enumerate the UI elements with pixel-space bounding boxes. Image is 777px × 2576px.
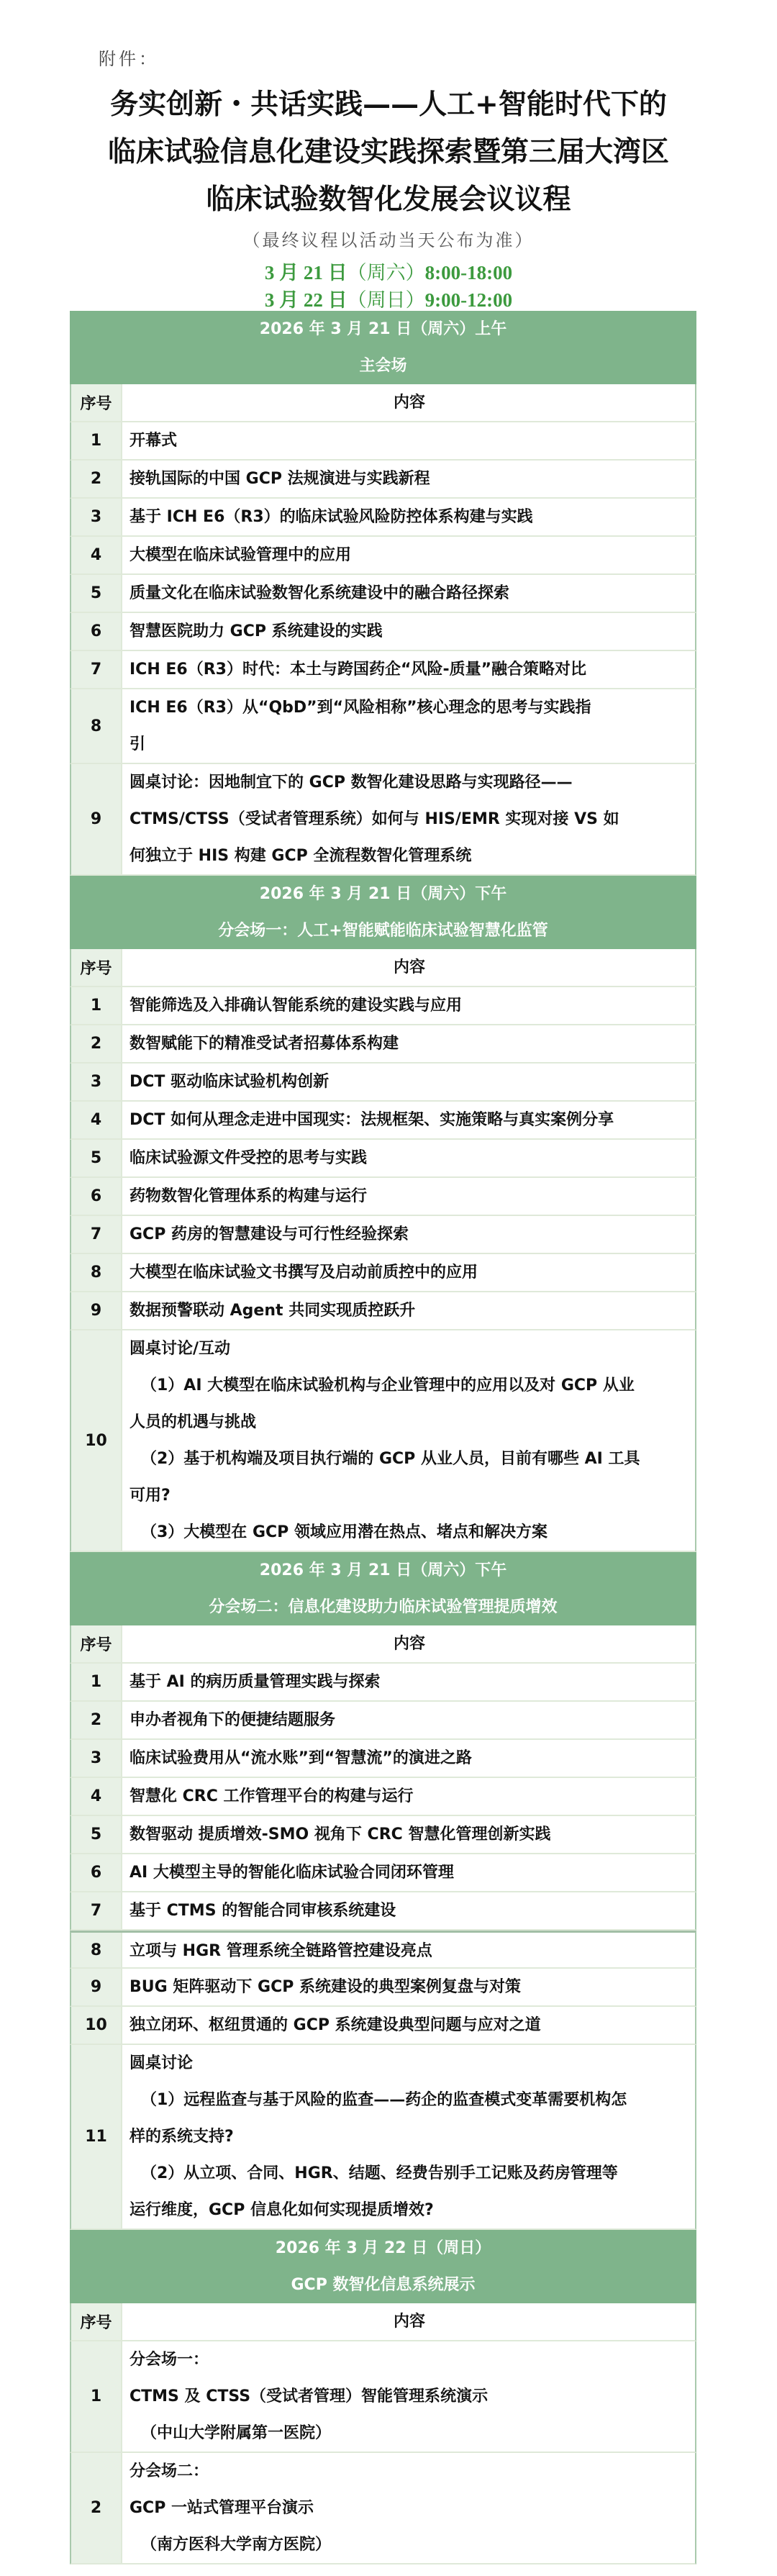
content-line: GCP 一站式管理平台演示 — [130, 2499, 314, 2517]
table-row — [70, 1063, 696, 1102]
row-number: 8 — [71, 1254, 122, 1291]
page-title — [0, 81, 777, 223]
column-header-number: 序号 — [71, 384, 122, 421]
section-venue: 主会场 — [359, 357, 407, 375]
content-line: 样的系统支持? — [130, 2128, 234, 2146]
row-content — [122, 613, 695, 650]
content-line: 数智驱动 提质增效-SMO 视角下 CRC 智慧化管理创新实践 — [130, 1826, 551, 1843]
table-row — [70, 1216, 696, 1254]
table-row — [70, 461, 696, 499]
row-content — [122, 499, 695, 535]
content-line: 药物数智化管理体系的构建与运行 — [130, 1187, 368, 1205]
row-number: 3 — [71, 499, 122, 535]
table-row — [70, 1664, 696, 1702]
row-number: 7 — [71, 1216, 122, 1253]
section-date: 2026 年 3 月 22 日（周日） — [275, 2239, 491, 2257]
table-row — [70, 1102, 696, 1140]
table-row — [70, 1854, 696, 1892]
column-header-content: 内容 — [122, 2303, 695, 2340]
row-number: 8 — [71, 1933, 122, 1967]
section-venue: 分会场一：人工+智能赋能临床试验智慧化监管 — [218, 922, 548, 940]
content-line: 何独立于 HIS 构建 GCP 全流程数智化管理系统 — [130, 847, 472, 865]
content-line: 圆桌讨论/互动 — [130, 1340, 231, 1358]
content-line: 申办者视角下的便捷结题服务 — [130, 1711, 336, 1729]
content-line: （3）大模型在 GCP 领域应用潜在热点、堵点和解决方案 — [141, 1523, 547, 1541]
content-line: 质量文化在临床试验数智化系统建设中的融合路径探索 — [130, 584, 510, 602]
column-header-content: 内容 — [122, 384, 695, 421]
row-content — [122, 1702, 695, 1738]
table-row — [70, 1892, 696, 1931]
title-line-2: 临床试验信息化建设实践探索暨第三届大湾区 — [107, 135, 669, 168]
table-row — [70, 2453, 696, 2564]
schedule-time: 9:00-12:00 — [424, 289, 513, 311]
content-line: 圆桌讨论：因地制宜下的 GCP 数智化建设思路与实现路径—— — [130, 774, 573, 792]
schedule-summary — [0, 259, 777, 314]
title-line-1: 务实创新・共话实践——人工+智能时代下的 — [110, 88, 667, 121]
row-number: 1 — [71, 2341, 122, 2452]
row-number: 11 — [71, 2045, 122, 2228]
table-row — [70, 575, 696, 613]
row-content — [122, 764, 695, 874]
row-number: 2 — [71, 1702, 122, 1738]
content-line: 人员的机遇与挑战 — [130, 1413, 257, 1431]
table-row — [70, 987, 696, 1025]
content-line: 圆桌讨论 — [130, 2054, 194, 2072]
schedule-date: 3 月 21 日 — [264, 262, 347, 284]
content-line: 智慧化 CRC 工作管理平台的构建与运行 — [130, 1787, 414, 1805]
content-line: 临床试验源文件受控的思考与实践 — [130, 1149, 368, 1167]
row-content — [122, 987, 695, 1024]
row-number: 7 — [71, 651, 122, 688]
schedule-time: 8:00-18:00 — [424, 262, 513, 284]
section-venue: 分会场二：信息化建设助力临床试验管理提质增效 — [209, 1598, 558, 1616]
row-number: 1 — [71, 422, 122, 459]
row-content — [122, 1102, 695, 1138]
agenda-table — [70, 311, 696, 2564]
table-row — [70, 1025, 696, 1063]
table-row — [70, 764, 696, 876]
row-content — [122, 1254, 695, 1291]
schedule-date: 3 月 22 日 — [264, 289, 347, 311]
row-content — [122, 1140, 695, 1176]
column-header-number: 序号 — [71, 2303, 122, 2340]
table-row — [70, 1702, 696, 1740]
content-line: DCT 如何从理念走进中国现实：法规框架、实施策略与真实案例分享 — [130, 1111, 614, 1129]
content-line: 分会场二： — [130, 2462, 209, 2480]
section-header — [70, 876, 696, 949]
content-line: 大模型在临床试验文书撰写及启动前质控中的应用 — [130, 1264, 478, 1282]
table-row — [70, 689, 696, 764]
table-row — [70, 1969, 696, 2007]
row-content — [122, 461, 695, 497]
table-row — [70, 422, 696, 461]
row-content — [122, 689, 695, 763]
row-number: 6 — [71, 1178, 122, 1215]
column-header-content: 内容 — [122, 949, 695, 986]
row-number: 5 — [71, 1140, 122, 1176]
table-row — [70, 1816, 696, 1854]
content-line: CTMS/CTSS（受试者管理系统）如何与 HIS/EMR 实现对接 VS 如 — [130, 810, 619, 828]
schedule-day-1 — [0, 259, 777, 286]
table-row — [70, 537, 696, 575]
row-number: 1 — [71, 1664, 122, 1700]
table-row — [70, 651, 696, 689]
table-row — [70, 1330, 696, 1552]
content-line: 基于 CTMS 的智能合同审核系统建设 — [130, 1902, 396, 1920]
row-content — [122, 1969, 695, 2005]
row-number: 2 — [71, 1025, 122, 1062]
content-line: 基于 ICH E6（R3）的临床试验风险防控体系构建与实践 — [130, 508, 533, 526]
row-content — [122, 1178, 695, 1215]
section-date: 2026 年 3 月 21 日（周六）下午 — [259, 885, 507, 903]
schedule-weekday: （周六） — [347, 262, 425, 284]
column-header-number: 序号 — [71, 949, 122, 986]
agenda-disclaimer: （最终议程以活动当天公布为准） — [242, 230, 535, 250]
row-number: 5 — [71, 575, 122, 612]
content-line: 数据预警联动 Agent 共同实现质控跃升 — [130, 1302, 416, 1320]
row-number: 4 — [71, 537, 122, 573]
row-number: 2 — [71, 461, 122, 497]
content-line: 数智赋能下的精准受试者招募体系构建 — [130, 1035, 399, 1053]
content-line: （1）远程监查与基于风险的监查——药企的监查模式变革需要机构怎 — [141, 2091, 627, 2109]
schedule-weekday: （周日） — [347, 289, 425, 311]
table-row — [70, 2045, 696, 2230]
row-content — [122, 1933, 695, 1967]
section-date: 2026 年 3 月 21 日（周六）下午 — [259, 1561, 507, 1579]
content-line: （中山大学附属第一医院） — [141, 2424, 332, 2442]
row-number: 3 — [71, 1063, 122, 1100]
section-header — [70, 2230, 696, 2303]
row-content — [122, 1292, 695, 1329]
section-venue: GCP 数智化信息系统展示 — [291, 2276, 476, 2294]
row-number: 1 — [71, 987, 122, 1024]
content-line: 智慧医院助力 GCP 系统建设的实践 — [130, 622, 383, 640]
row-content — [122, 1216, 695, 1253]
row-content — [122, 651, 695, 688]
row-number: 5 — [71, 1816, 122, 1853]
table-row — [70, 499, 696, 537]
content-line: DCT 驱动临床试验机构创新 — [130, 1073, 330, 1091]
table-row — [70, 1778, 696, 1816]
table-row — [70, 1178, 696, 1216]
content-line: 临床试验费用从“流水账”到“智慧流”的演进之路 — [130, 1749, 472, 1767]
row-content — [122, 575, 695, 612]
content-line: 引 — [130, 735, 146, 753]
content-line: 分会场一： — [130, 2351, 209, 2369]
row-number: 7 — [71, 1892, 122, 1929]
content-line: 开幕式 — [130, 432, 178, 450]
row-content — [122, 1664, 695, 1700]
section-header — [70, 1552, 696, 1625]
table-header-row — [70, 1625, 696, 1664]
content-line: BUG 矩阵驱动下 GCP 系统建设的典型案例复盘与对策 — [130, 1978, 521, 1996]
content-line: 智能筛选及入排确认智能系统的建设实践与应用 — [130, 997, 463, 1015]
row-number: 9 — [71, 1969, 122, 2005]
row-number: 6 — [71, 1854, 122, 1891]
schedule-day-2 — [0, 286, 777, 314]
table-header-row — [70, 384, 696, 422]
row-content — [122, 422, 695, 459]
row-content — [122, 1892, 695, 1929]
row-number: 3 — [71, 1740, 122, 1777]
content-line: （2）从立项、合同、HGR、结题、经费告别手工记账及药房管理等 — [141, 2164, 618, 2182]
content-line: （2）基于机构端及项目执行端的 GCP 从业人员，目前有哪些 AI 工具 — [141, 1450, 640, 1468]
table-header-row — [70, 949, 696, 987]
row-content — [122, 2453, 695, 2563]
row-number: 2 — [71, 2453, 122, 2563]
title-line-3: 临床试验数智化发展会议议程 — [206, 183, 571, 216]
table-row — [70, 2007, 696, 2045]
table-row — [70, 2341, 696, 2453]
row-number: 4 — [71, 1102, 122, 1138]
row-content — [122, 1063, 695, 1100]
row-content — [122, 2007, 695, 2044]
row-number: 4 — [71, 1778, 122, 1815]
row-content — [122, 1025, 695, 1062]
content-line: ICH E6（R3）从“QbD”到“风险相称”核心理念的思考与实践指 — [130, 699, 591, 717]
section-date: 2026 年 3 月 21 日（周六）上午 — [259, 320, 507, 338]
row-number: 9 — [71, 1292, 122, 1329]
content-line: （1）AI 大模型在临床试验机构与企业管理中的应用以及对 GCP 从业 — [141, 1377, 635, 1394]
table-row — [70, 1254, 696, 1292]
attachment-label: 附件： — [99, 49, 159, 69]
column-header-content: 内容 — [122, 1625, 695, 1662]
row-content — [122, 2341, 695, 2452]
row-content — [122, 2045, 695, 2228]
content-line: AI 大模型主导的智能化临床试验合同闭环管理 — [130, 1864, 454, 1882]
content-line: （南方医科大学南方医院） — [141, 2536, 332, 2554]
row-content — [122, 1854, 695, 1891]
content-line: CTMS 及 CTSS（受试者管理）智能管理系统演示 — [130, 2387, 489, 2405]
content-line: 可用? — [130, 1487, 171, 1505]
row-number: 10 — [71, 1330, 122, 1551]
table-row — [70, 1292, 696, 1330]
content-line: 独立闭环、枢纽贯通的 GCP 系统建设典型问题与应对之道 — [130, 2016, 541, 2034]
row-content — [122, 537, 695, 573]
content-line: ICH E6（R3）时代：本土与跨国药企“风险-质量”融合策略对比 — [130, 661, 587, 679]
content-line: 基于 AI 的病历质量管理实践与探索 — [130, 1673, 381, 1691]
content-line: 立项与 HGR 管理系统全链路管控建设亮点 — [130, 1942, 432, 1960]
table-row — [70, 1931, 696, 1969]
row-content — [122, 1816, 695, 1853]
row-number: 9 — [71, 764, 122, 874]
table-row — [70, 1140, 696, 1178]
row-number: 10 — [71, 2007, 122, 2044]
row-number: 6 — [71, 613, 122, 650]
row-number: 8 — [71, 689, 122, 763]
section-header — [70, 311, 696, 384]
row-content — [122, 1740, 695, 1777]
table-header-row — [70, 2303, 696, 2341]
row-content — [122, 1778, 695, 1815]
content-line: GCP 药房的智慧建设与可行性经验探索 — [130, 1225, 409, 1243]
content-line: 大模型在临床试验管理中的应用 — [130, 546, 352, 564]
content-line: 运行维度，GCP 信息化如何实现提质增效? — [130, 2201, 434, 2219]
column-header-number: 序号 — [71, 1625, 122, 1662]
table-row — [70, 613, 696, 651]
content-line: 接轨国际的中国 GCP 法规演进与实践新程 — [130, 470, 430, 488]
row-content — [122, 1330, 695, 1551]
table-row — [70, 1740, 696, 1778]
